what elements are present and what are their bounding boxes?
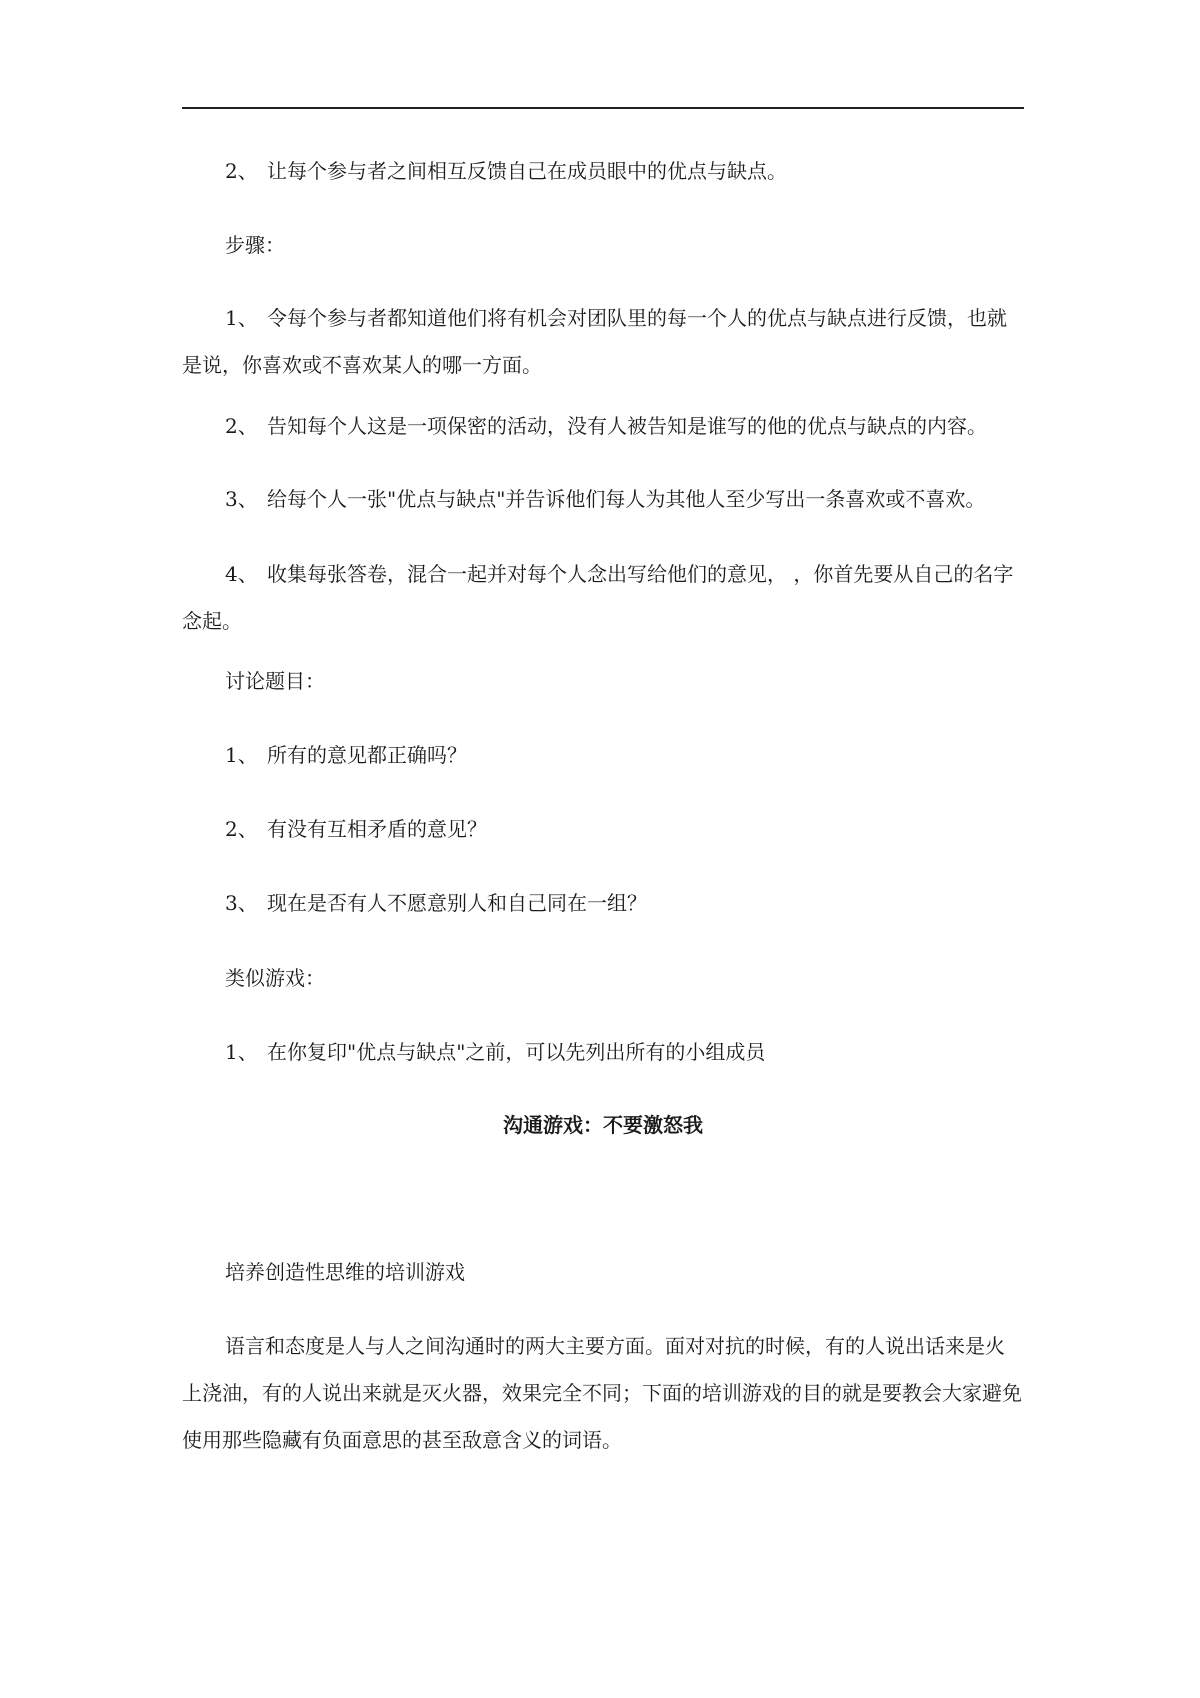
paragraph-text: 在你复印"优点与缺点"之前，可以先列出所有的小组成员	[267, 1040, 766, 1064]
list-number: 3、	[225, 487, 258, 511]
list-number: 2、	[225, 817, 258, 841]
paragraph-text: 所有的意见都正确吗？	[267, 743, 467, 767]
step-3	[182, 476, 1024, 523]
paragraph-text: 让每个参与者之间相互反馈自己在成员眼中的优点与缺点。	[267, 159, 787, 183]
list-number: 1、	[225, 306, 258, 330]
list-number: 4、	[225, 562, 258, 586]
intro-paragraph: 语言和态度是人与人之间沟通时的两大主要方面。面对对抗的时候，有的人说出话来是火上浇油，有的人说出来就是灭火器，效果完全不同；下面的培训游戏的目的就是要教会大家避免使用那些隐藏有负面意思的甚至敌意含义的词语。	[182, 1334, 1022, 1452]
list-number: 3、	[225, 891, 258, 915]
paragraph-text: 告知每个人这是一项保密的活动，没有人被告知是谁写的他的优点与缺点的内容。	[267, 414, 987, 438]
similar-games-label: 类似游戏：	[225, 966, 325, 990]
list-number: 1、	[225, 1040, 258, 1064]
paragraph-text: 收集每张答卷，混合一起并对每个人念出写给他们的意见， ，你首先要从自己的名字念起。	[182, 562, 1014, 633]
paragraph-text: 现在是否有人不愿意别人和自己同在一组？	[267, 891, 647, 915]
step-4	[182, 551, 1024, 645]
step-1	[182, 295, 1024, 389]
steps-label: 步骤：	[225, 233, 285, 257]
paragraph-text: 有没有互相矛盾的意见？	[267, 817, 487, 841]
step-2	[182, 403, 1024, 450]
question-3	[182, 880, 1024, 927]
discussion-label: 讨论题目：	[225, 669, 325, 693]
paragraph-text: 令每个参与者都知道他们将有机会对团队里的每一个人的优点与缺点进行反馈，也就是说，你喜欢或不喜欢某人的哪一方面。	[182, 306, 1007, 377]
list-number: 2、	[225, 414, 258, 438]
question-1	[182, 732, 1024, 779]
section-subtitle: 培养创造性思维的培训游戏	[225, 1260, 465, 1284]
question-2	[182, 806, 1024, 853]
list-number: 2、	[225, 159, 258, 183]
similar-game-1	[182, 1029, 1024, 1076]
paragraph-text: 给每个人一张"优点与缺点"并告诉他们每人为其他人至少写出一条喜欢或不喜欢。	[267, 487, 986, 511]
paragraph-goal-2	[182, 148, 1024, 195]
header-rule	[182, 107, 1024, 109]
section-title: 沟通游戏：不要激怒我	[503, 1113, 703, 1137]
list-number: 1、	[225, 743, 258, 767]
